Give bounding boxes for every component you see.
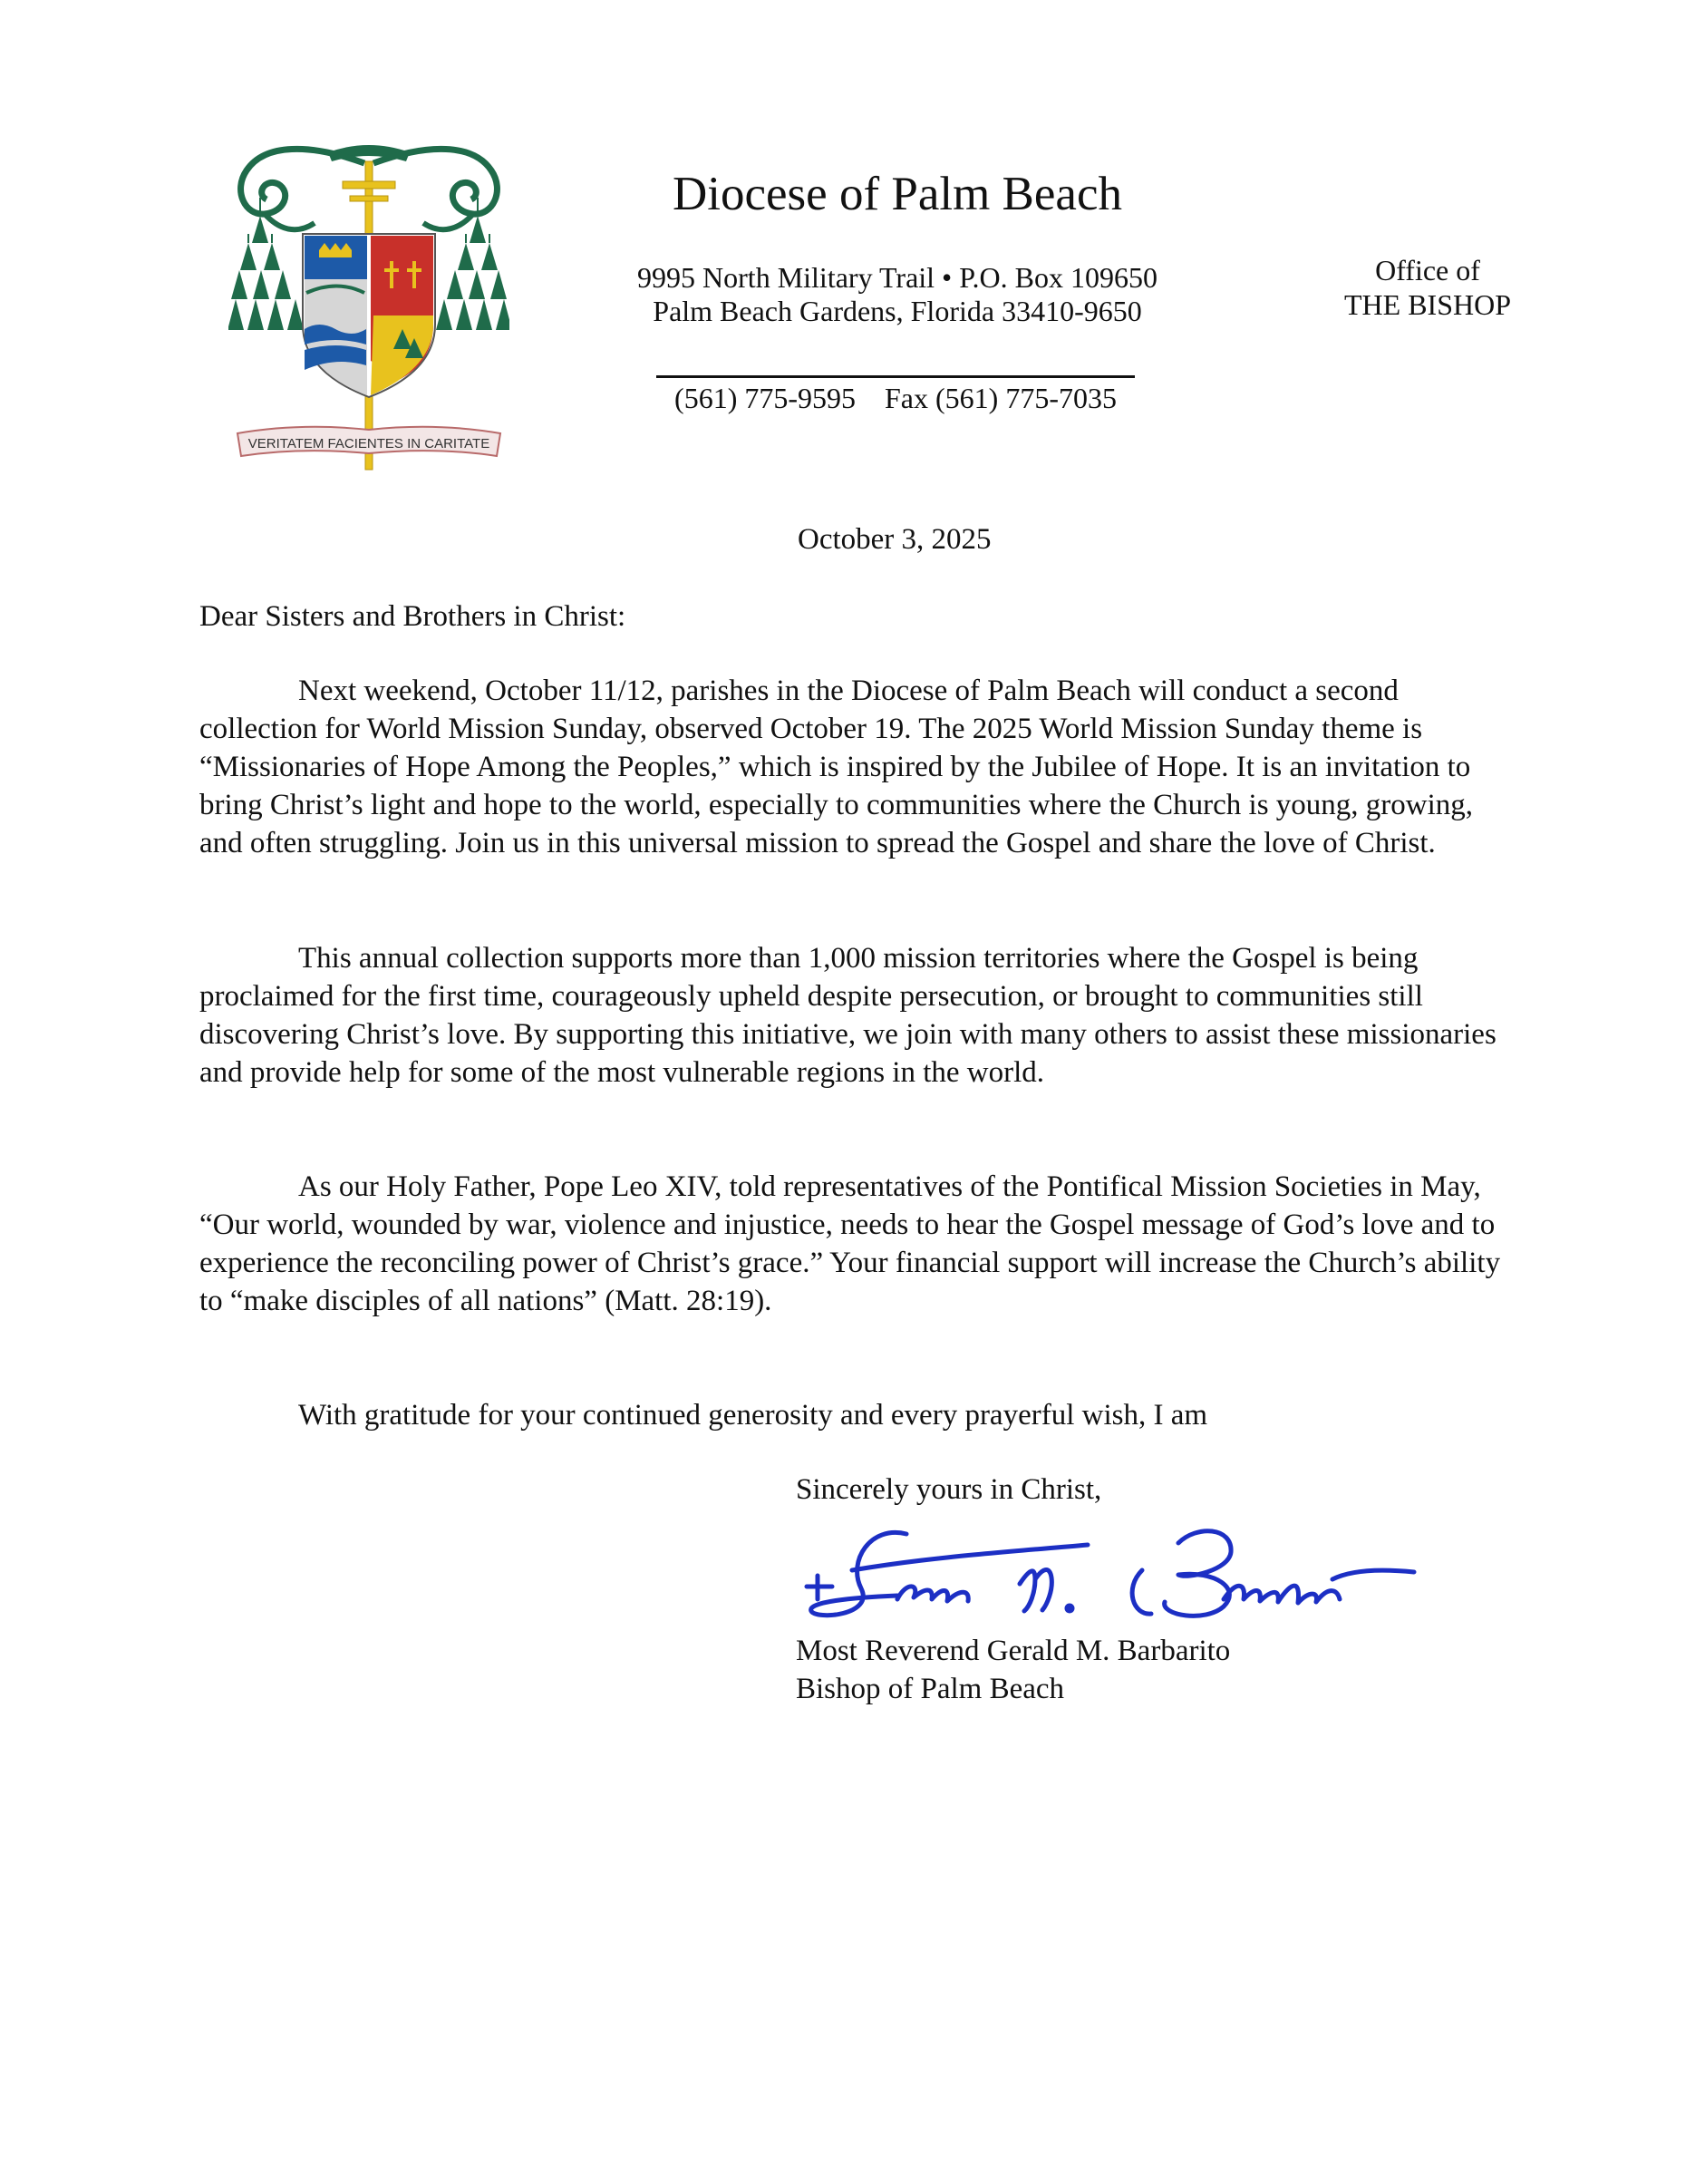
signer-name: Most Reverend Gerald M. Barbarito <box>796 1635 1231 1667</box>
body-paragraph-1: Next weekend, October 11/12, parishes in the Diocese of Palm Beach will conduct a second collection for World Mission Sunday, observed October 19. The 2025 World Mission Sunday theme is “Missionaries of Hope Among the Peoples,” which is inspired by the Jubilee of Hope. It is an invitation to bring Christ’s light and hope to the world, especially to communities where the Church is young, growing, and often struggling. Join us in this universal mission to spread the Gospel and share the love of Christ. <box>199 675 1474 859</box>
organization-name: Diocese of Palm Beach <box>673 168 1122 220</box>
signer-block <box>796 1632 1230 1708</box>
complimentary-closing: Sincerely yours in Christ, <box>796 1473 1102 1506</box>
body-paragraph-3: As our Holy Father, Pope Leo XIV, told representatives of the Pontifical Mission Societies in May, “Our world, wounded by war, violence and injustice, needs to hear the Gospel message of God’s love and to experience the reconciling power of Christ’s grace.” Your financial support will increase the Church’s ability to “make disciples of all nations” (Matt. 28:19). <box>199 1170 1501 1317</box>
handwritten-signature <box>798 1516 1432 1643</box>
address-line-2: Palm Beach Gardens, Florida 33410-9650 <box>653 295 1142 327</box>
phone-number: (561) 775-9595 <box>674 382 856 414</box>
office-line-1: Office of <box>1375 254 1480 286</box>
header-divider <box>656 375 1135 378</box>
salutation: Dear Sisters and Brothers in Christ: <box>199 600 626 633</box>
body-paragraph-2: This annual collection supports more than 1,000 mission territories where the Gospel is being proclaimed for the first time, courageously upheld despite persecution, or brought to communities still discovering Christ’s love. By supporting this initiative, we join with many others to assist these missionaries and provide help for some of the most vulnerable regions in the world. <box>199 942 1496 1089</box>
address-line-1: 9995 North Military Trail • P.O. Box 109650 <box>637 261 1157 294</box>
fax-number: Fax (561) 775-7035 <box>885 382 1117 414</box>
body-paragraph-4: With gratitude for your continued generosity and every prayerful wish, I am <box>298 1399 1208 1432</box>
letter-date: October 3, 2025 <box>798 523 992 556</box>
crest-motto-text: VERITATEM FACIENTES IN CARITATE <box>247 436 490 451</box>
office-label <box>1305 254 1550 323</box>
signer-title: Bishop of Palm Beach <box>796 1673 1065 1705</box>
office-line-2: THE BISHOP <box>1343 287 1511 321</box>
coat-of-arms-crest <box>228 134 509 488</box>
contact-numbers <box>656 382 1135 415</box>
